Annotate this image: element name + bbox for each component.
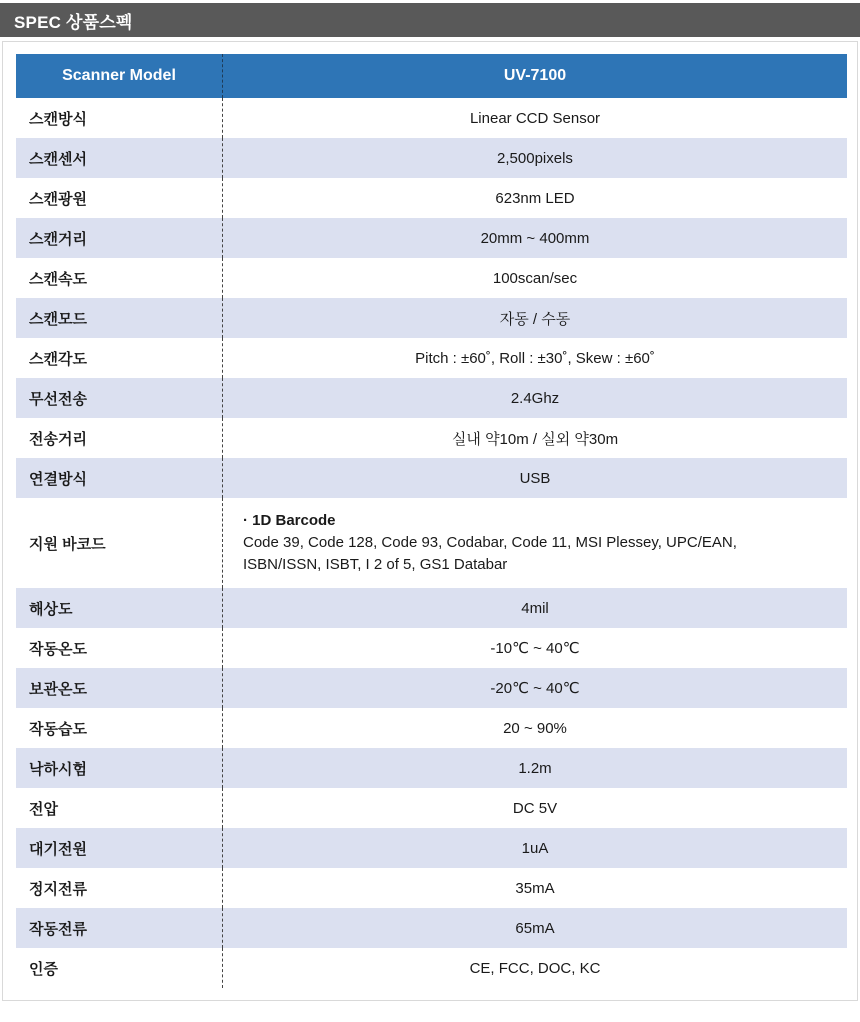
spec-value: 4mil [222,588,847,628]
section-title-bar [0,3,860,37]
spec-label: 스캔광원 [29,190,87,208]
spec-row-voltage [16,788,847,828]
spec-row-scan-sensor [16,138,847,178]
spec-row-resolution [16,588,847,628]
spec-row-scan-distance [16,218,847,258]
spec-label: 스캔센서 [29,150,87,168]
spec-value [222,498,847,588]
spec-value: CE, FCC, DOC, KC [222,948,847,988]
spec-label: 스캔방식 [29,110,87,128]
spec-row-certification [16,948,847,988]
spec-label: 전송거리 [29,430,87,448]
spec-value: 1.2m [222,748,847,788]
spec-label: 스캔모드 [29,310,87,328]
spec-value: DC 5V [222,788,847,828]
spec-value: 2.4Ghz [222,378,847,418]
barcode-type-list: Code 39, Code 128, Code 93, Codabar, Code 11, MSI Plessey, UPC/EAN, ISBN/ISSN, ISBT, I 2 of 5, GS1 Databar [243,534,737,573]
spec-label: 무선전송 [29,390,87,408]
spec-label: 연결방식 [29,470,87,488]
spec-value: 자동 / 수동 [222,298,847,338]
spec-row-idle-current [16,868,847,908]
spec-label: 지원 바코드 [29,535,106,553]
spec-value: 20mm ~ 400mm [222,218,847,258]
spec-value: -20℃ ~ 40℃ [222,668,847,708]
spec-table-body [16,98,847,988]
spec-value: 20 ~ 90% [222,708,847,748]
spec-row-operating-temp [16,628,847,668]
spec-row-humidity [16,708,847,748]
spec-value: -10℃ ~ 40℃ [222,628,847,668]
spec-row-scan-mode [16,298,847,338]
spec-label: 스캔속도 [29,270,87,288]
header-model-value: UV-7100 [222,54,847,98]
spec-value: 100scan/sec [222,258,847,298]
spec-value: Pitch : ±60˚, Roll : ±30˚, Skew : ±60˚ [222,338,847,378]
spec-label: 작동습도 [29,720,87,738]
spec-label: 대기전원 [29,840,87,858]
spec-label: 전압 [29,800,58,818]
spec-row-storage-temp [16,668,847,708]
spec-row-connection [16,458,847,498]
spec-row-drop-test [16,748,847,788]
spec-table-header-row [16,54,847,98]
spec-value: 623nm LED [222,178,847,218]
spec-row-scan-angle [16,338,847,378]
spec-label: 작동온도 [29,640,87,658]
spec-label: 스캔거리 [29,230,87,248]
spec-row-operating-current [16,908,847,948]
spec-row-scan-speed [16,258,847,298]
spec-label: 정지전류 [29,880,87,898]
spec-label: 해상도 [29,600,73,618]
spec-label: 보관온도 [29,680,87,698]
spec-row-scan-method [16,98,847,138]
spec-value: 1uA [222,828,847,868]
spec-value: 65mA [222,908,847,948]
spec-row-wireless [16,378,847,418]
spec-value: 2,500pixels [222,138,847,178]
spec-value: 35mA [222,868,847,908]
spec-label: 인증 [29,960,58,978]
spec-label: 작동전류 [29,920,87,938]
spec-row-tx-distance [16,418,847,458]
spec-value: 실내 약10m / 실외 약30m [222,418,847,458]
header-model-label: Scanner Model [62,67,176,84]
spec-row-barcodes [16,498,847,588]
spec-row-scan-light [16,178,847,218]
section-title: SPEC 상품스펙 [14,12,133,32]
spec-label: 낙하시험 [29,760,87,778]
spec-table [2,41,858,1001]
spec-value: Linear CCD Sensor [222,98,847,138]
barcode-type-title: · 1D Barcode [243,512,336,529]
spec-label: 스캔각도 [29,350,87,368]
spec-value: USB [222,458,847,498]
spec-row-standby-power [16,828,847,868]
